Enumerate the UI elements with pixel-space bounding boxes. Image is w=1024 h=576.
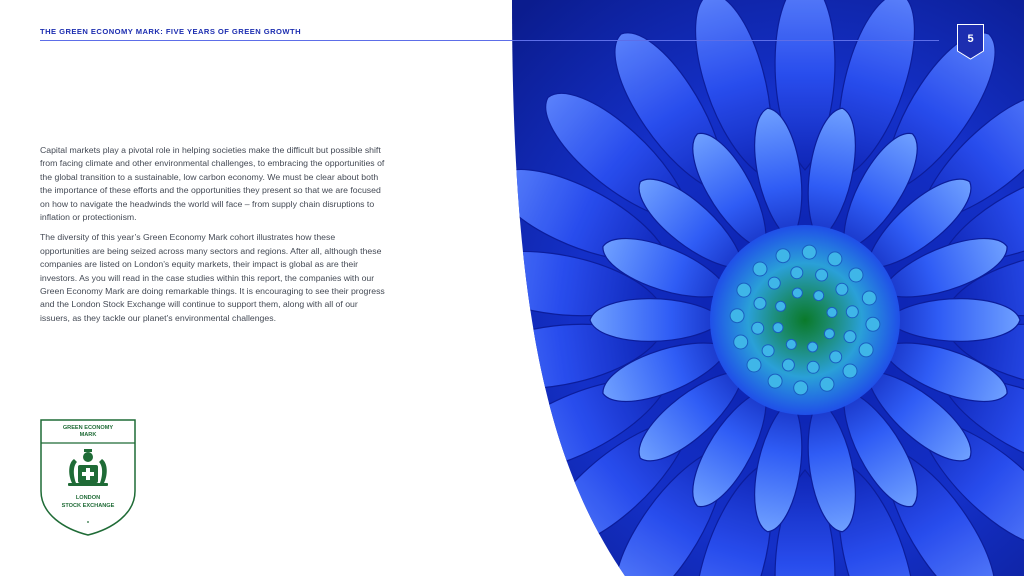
flower-bud <box>814 291 824 301</box>
flower-bud <box>830 351 842 363</box>
flower-bud <box>843 364 857 378</box>
flower-bud <box>786 339 796 349</box>
flower-bud <box>846 306 858 318</box>
flower-bud <box>844 331 856 343</box>
flower-bud <box>824 329 834 339</box>
flower-bud <box>768 374 782 388</box>
flower-bud <box>753 262 767 276</box>
report-header-title: THE GREEN ECONOMY MARK: FIVE YEARS OF GREEN GROWTH <box>40 27 302 36</box>
flower-bud <box>862 291 876 305</box>
flower-bud <box>754 297 766 309</box>
intro-body <box>40 144 385 332</box>
page-number: 5 <box>967 33 974 45</box>
flower-bud <box>820 377 834 391</box>
logo-title-line-2: MARK <box>79 431 97 438</box>
flower-bud <box>828 252 842 266</box>
intro-paragraph-1: Capital markets play a pivotal role in helping societies make the difficult but possible shift from facing climate and other environmental challenges, to embracing the opportunities of the global transition to a sustainable, low carbon economy. We must be clear about both the importance of these efforts and the opportunities they present so that we are focused on how to navigate the headwinds the world will face – from supply chain disruptions to inflation or protectionism. <box>40 145 385 223</box>
header-divider <box>40 40 939 41</box>
flower-bud <box>808 342 818 352</box>
flower-bud <box>802 245 816 259</box>
logo-exchange-name <box>40 494 136 510</box>
flower-bud <box>752 322 764 334</box>
flower-bud <box>792 288 802 298</box>
flower-bud <box>836 283 848 295</box>
flower-bud <box>737 283 751 297</box>
logo-title-line-1: GREEN ECONOMY <box>62 425 114 431</box>
flower-bud <box>768 277 780 289</box>
flower-bud <box>730 309 744 323</box>
logo-mark-title <box>40 425 136 438</box>
flower-bud <box>782 359 794 371</box>
flower-bud <box>807 361 819 373</box>
logo-exchange-line-2: STOCK EXCHANGE <box>61 503 115 509</box>
flower-bud <box>773 323 783 333</box>
flower-bud <box>794 381 808 395</box>
flower-bud <box>791 267 803 279</box>
flower-bud <box>816 269 828 281</box>
flower-bud <box>762 345 774 357</box>
flower-bud <box>866 317 880 331</box>
flower-bud <box>859 343 873 357</box>
intro-paragraph-2: The diversity of this year’s Green Economy Mark cohort illustrates how these opportunities are being seized across many sectors and regions. After all, although these companies are listed on London’s equity markets, their impact is global as are their investors. As you will read in the case studies within this report, the companies with our Green Economy Mark are doing remarkable things. It is encouraging to see their progress and the London Stock Exchange will continue to support them, along with all of our issuers, as they tackle our planet’s environmental challenges. <box>40 232 385 323</box>
flower-bud <box>734 335 748 349</box>
flower-bud <box>776 249 790 263</box>
flower-bud <box>827 307 837 317</box>
flower-bud <box>747 358 761 372</box>
flower-bud <box>849 268 863 282</box>
flower-bud <box>776 301 786 311</box>
logo-exchange-line-1: LONDON <box>75 495 101 501</box>
